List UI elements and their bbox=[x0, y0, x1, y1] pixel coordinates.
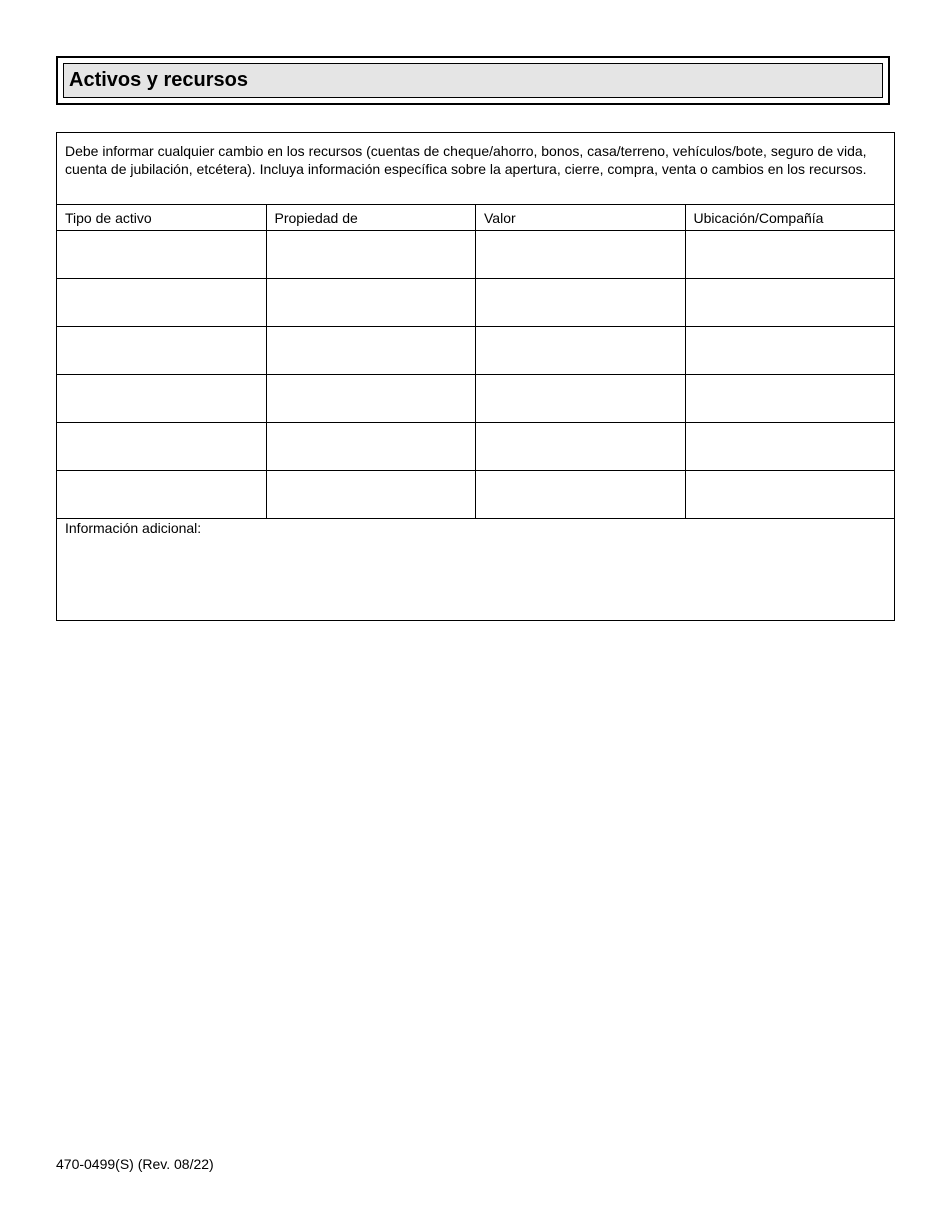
table-row bbox=[57, 423, 895, 471]
section-header bbox=[63, 63, 883, 98]
additional-info-label: Información adicional: bbox=[65, 520, 202, 536]
asset-type-field[interactable] bbox=[57, 327, 267, 375]
asset-type-field[interactable] bbox=[57, 375, 267, 423]
column-header-value: Valor bbox=[476, 205, 686, 231]
section-header-frame bbox=[56, 56, 890, 105]
value-field[interactable] bbox=[476, 279, 686, 327]
owned-by-field[interactable] bbox=[266, 375, 476, 423]
owned-by-field[interactable] bbox=[266, 279, 476, 327]
owned-by-field[interactable] bbox=[266, 327, 476, 375]
table-row bbox=[57, 471, 895, 519]
asset-type-field[interactable] bbox=[57, 279, 267, 327]
location-company-field[interactable] bbox=[685, 471, 895, 519]
value-field[interactable] bbox=[476, 231, 686, 279]
column-header-owned-by: Propiedad de bbox=[266, 205, 476, 231]
asset-type-field[interactable] bbox=[57, 471, 267, 519]
value-field[interactable] bbox=[476, 471, 686, 519]
section-title: Activos y recursos bbox=[69, 69, 248, 91]
owned-by-field[interactable] bbox=[266, 231, 476, 279]
intro-text: Debe informar cualquier cambio en los recursos (cuentas de cheque/ahorro, bonos, casa/terreno, vehículos/bote, seguro de vida, cuenta de jubilación, etcétera). Incluya información específica sobre la apertura, cierre, compra, venta o cambios en los recursos. bbox=[57, 133, 895, 205]
table-header-row bbox=[57, 205, 895, 231]
column-header-asset-type: Tipo de activo bbox=[57, 205, 267, 231]
value-field[interactable] bbox=[476, 327, 686, 375]
value-field[interactable] bbox=[476, 423, 686, 471]
table-row bbox=[57, 231, 895, 279]
location-company-field[interactable] bbox=[685, 423, 895, 471]
table-row bbox=[57, 279, 895, 327]
column-header-location-company: Ubicación/Compañía bbox=[685, 205, 895, 231]
table-row bbox=[57, 375, 895, 423]
location-company-field[interactable] bbox=[685, 375, 895, 423]
additional-info-field[interactable] bbox=[57, 519, 895, 621]
location-company-field[interactable] bbox=[685, 231, 895, 279]
value-field[interactable] bbox=[476, 375, 686, 423]
owned-by-field[interactable] bbox=[266, 423, 476, 471]
form-number: 470-0499(S) (Rev. 08/22) bbox=[56, 1156, 214, 1172]
asset-type-field[interactable] bbox=[57, 423, 267, 471]
owned-by-field[interactable] bbox=[266, 471, 476, 519]
location-company-field[interactable] bbox=[685, 279, 895, 327]
table-row bbox=[57, 327, 895, 375]
assets-table bbox=[56, 132, 895, 621]
asset-type-field[interactable] bbox=[57, 231, 267, 279]
location-company-field[interactable] bbox=[685, 327, 895, 375]
